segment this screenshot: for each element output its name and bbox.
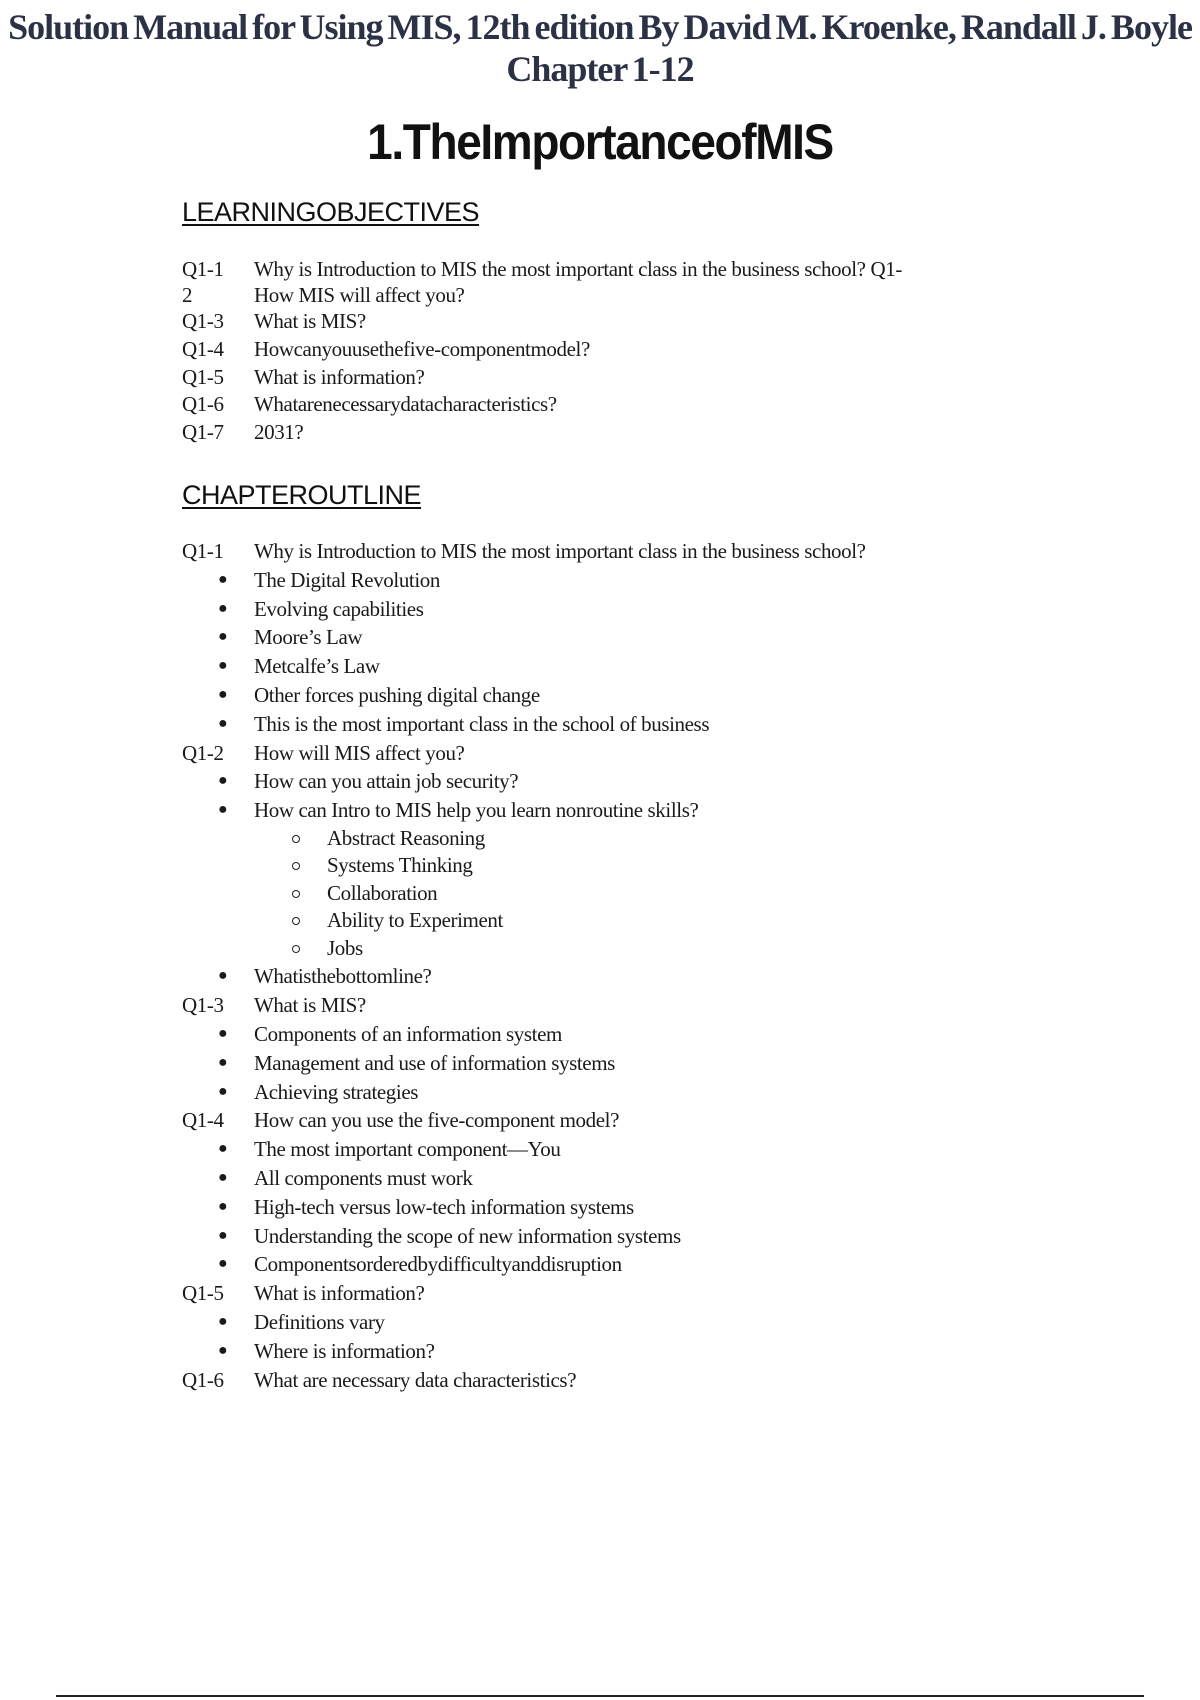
outline-bullet-text: This is the most important class in the school of business [254,711,710,736]
outline-bullet-text: Understanding the scope of new information systems [254,1223,681,1248]
hollow-circle-icon [292,917,300,925]
outline-sub-bullet [182,880,1082,908]
chapter-title: 1.TheImportanceofMIS [367,114,833,170]
bullet-icon: ● [218,1197,228,1215]
bullet-icon: ● [218,1226,228,1244]
objective-code: Q1-4 [182,336,224,361]
outline-question-code: Q1-3 [182,993,224,1018]
outline-bullet-text: Whatisthebottomline? [254,964,432,989]
outline-sub-bullet [182,852,1082,880]
outline-sub-bullet-text: Abstract Reasoning [327,825,485,850]
document-body [182,196,1082,1394]
outline-sub-bullet [182,907,1082,935]
objective-code: Q1-1 2 [182,257,224,307]
outline-bullet [182,652,1082,681]
outline-bullet-text: Components of an information system [254,1022,562,1047]
chapter-outline-heading: CHAPTEROUTLINE [182,479,422,510]
outline-sub-bullet [182,825,1082,853]
bullet-icon: ● [218,1140,228,1158]
objective-text: What is MIS? [254,309,366,333]
outline-bullet-text: Management and use of information systems [254,1050,615,1075]
document-title: Solution Manual for Using MIS, 12th edition By David M. Kroenke, Randall J. Boyle Chapter 1-12 [8,7,1192,89]
outline-bullet [182,1337,1082,1366]
outline-bullet-text: High-tech versus low-tech information systems [254,1194,634,1219]
bullet-icon: ● [218,1053,228,1071]
outline-bullet [182,962,1082,991]
outline-bullet [182,623,1082,652]
outline-question [182,1279,1082,1308]
hollow-circle-icon [292,862,300,870]
objective-row [182,308,1082,336]
bullet-icon: ● [218,628,228,646]
outline-bullet [182,1193,1082,1222]
outline-question-code: Q1-4 [182,1108,224,1133]
objective-text: What is information? [254,364,425,389]
bullet-icon: ● [218,685,228,703]
outline-bullet [182,595,1082,624]
outline-bullet [182,767,1082,796]
bullet-icon: ● [218,599,228,617]
hollow-circle-icon [292,945,300,953]
hollow-circle-icon [292,835,300,843]
bullet-icon: ● [218,1255,228,1273]
objective-code: Q1-7 [182,420,224,445]
outline-sub-bullet [182,935,1082,963]
learning-objectives-list [182,256,1082,447]
learning-objectives-heading: LEARNINGOBJECTIVES [182,197,480,227]
outline-question-code: Q1-5 [182,1281,224,1306]
objective-text: 2031? [254,420,304,445]
outline-bullet [182,1222,1082,1251]
outline-question [182,537,1082,566]
outline-question [182,739,1082,768]
objective-code: Q1-5 [182,364,224,389]
bullet-icon: ● [218,1313,228,1331]
outline-bullet [182,1049,1082,1078]
objective-code: Q1-3 [182,309,224,333]
bullet-icon: ● [218,1169,228,1187]
bullet-icon: ● [218,801,228,819]
outline-bullet-text: Evolving capabilities [254,596,424,621]
outline-question [182,991,1082,1020]
outline-bullet-text: The Digital Revolution [254,567,441,592]
objective-row [182,336,1082,364]
outline-bullet-text: All components must work [254,1166,473,1191]
outline-question-title: How can you use the five-component model? [254,1108,619,1133]
bullet-icon: ● [218,1082,228,1100]
outline-bullet-text: Moore’s Law [254,625,363,650]
bullet-icon: ● [218,1025,228,1043]
outline-bullet [182,796,1082,825]
bullet-icon: ● [218,570,228,588]
objective-code: Q1-6 [182,392,224,417]
outline-question-title: What are necessary data characteristics? [254,1367,577,1392]
outline-bullet [182,566,1082,595]
outline-question-code: Q1-6 [182,1367,224,1392]
objective-row [182,256,1082,308]
outline-bullet-text: The most important component—You [254,1137,561,1162]
outline-bullet [182,1020,1082,1049]
bullet-icon: ● [218,714,228,732]
objective-text: Whatarenecessarydatacharacteristics? [254,392,557,417]
bullet-icon: ● [218,1341,228,1359]
outline-bullet-text: How can Intro to MIS help you learn nonroutine skills? [254,798,699,823]
outline-question-code: Q1-2 [182,740,224,765]
outline-question-title: Why is Introduction to MIS the most important class in the business school? [254,538,866,563]
outline-bullet [182,681,1082,710]
outline-question-title: What is MIS? [254,993,366,1018]
objective-row [182,364,1082,392]
outline-bullet [182,1164,1082,1193]
bullet-icon: ● [218,967,228,985]
outline-question [182,1106,1082,1135]
bullet-icon: ● [218,772,228,790]
outline-bullet-text: Componentsorderedbydifficultyanddisruption [254,1252,622,1277]
outline-question-code: Q1-1 [182,538,224,563]
objective-row [182,391,1082,419]
outline-bullet [182,1135,1082,1164]
objective-row [182,419,1082,447]
outline-bullet [182,710,1082,739]
objective-text: Howcanyouusethefive-componentmodel? [254,336,590,361]
outline-question-title: How will MIS affect you? [254,740,465,765]
outline-bullet [182,1308,1082,1337]
hollow-circle-icon [292,890,300,898]
outline-sub-bullet-text: Systems Thinking [327,853,473,878]
outline-sub-bullet-text: Ability to Experiment [327,908,503,933]
outline-bullet-text: How can you attain job security? [254,769,519,794]
outline-bullet-text: Achieving strategies [254,1079,419,1104]
outline-bullet-text: Other forces pushing digital change [254,682,540,707]
objective-text: Why is Introduction to MIS the most important class in the business school? Q1- How MIS will affect you? [254,257,902,307]
outline-bullet-text: Definitions vary [254,1310,385,1335]
outline-bullet-text: Where is information? [254,1338,435,1363]
page-bottom-divider [56,1695,1144,1697]
bullet-icon: ● [218,657,228,675]
chapter-outline-list [182,537,1082,1394]
outline-question-title: What is information? [254,1281,425,1306]
outline-question [182,1366,1082,1395]
outline-sub-bullet-text: Jobs [327,935,363,960]
outline-sub-bullet-text: Collaboration [327,880,438,905]
outline-bullet-text: Metcalfe’s Law [254,654,380,679]
outline-bullet [182,1250,1082,1279]
outline-bullet [182,1078,1082,1107]
